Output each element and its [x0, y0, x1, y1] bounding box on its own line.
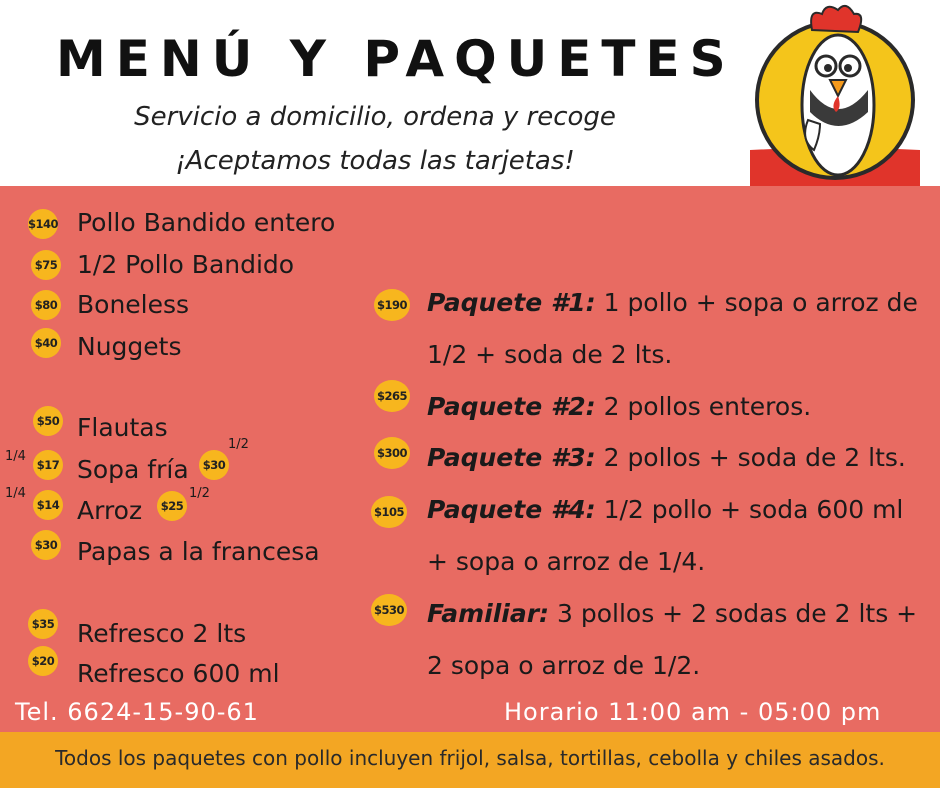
package-price-badge: $265 — [374, 380, 410, 412]
package-price-badge: $530 — [371, 594, 407, 626]
package-desc: 1/2 pollo + soda 600 ml — [595, 495, 904, 524]
package-4 — [427, 495, 903, 524]
package-1 — [427, 288, 918, 317]
footer-note: Todos los paquetes con pollo incluyen frijol, salsa, tortillas, cebolla y chiles asados. — [55, 746, 885, 770]
menu-item-label: Sopa fría — [77, 455, 189, 484]
subtitle-cards: ¡Aceptamos todas las tarjetas! — [175, 146, 575, 176]
rooster-logo-icon — [750, 0, 920, 186]
package-name: Paquete #2: — [427, 392, 596, 421]
subtitle-service: Servicio a domicilio, ordena y recoge — [134, 102, 616, 132]
package-familiar — [427, 599, 917, 628]
package-price-badge: $300 — [374, 437, 410, 469]
package-desc-cont: + sopa o arroz de 1/4. — [427, 547, 706, 576]
package-desc: 2 pollos + soda de 2 lts. — [595, 443, 906, 472]
size-label: 1/4 — [5, 486, 26, 501]
menu-item-label: Refresco 2 lts — [77, 619, 247, 648]
package-name: Paquete #1: — [427, 288, 596, 317]
menu-item-label: Pollo Bandido entero — [77, 208, 336, 237]
price-badge: $20 — [28, 646, 58, 676]
header — [0, 0, 940, 186]
package-desc-cont: 2 sopa o arroz de 1/2. — [427, 651, 701, 680]
menu-item-label: 1/2 Pollo Bandido — [77, 250, 295, 279]
price-badge: $140 — [28, 209, 58, 239]
package-desc: 2 pollos enteros. — [595, 392, 812, 421]
package-2 — [427, 392, 811, 421]
alt-price-badge: $30 — [199, 450, 229, 480]
menu-item-label: Refresco 600 ml — [77, 659, 280, 688]
price-badge: $30 — [31, 530, 61, 560]
package-name: Paquete #4: — [427, 495, 596, 524]
menu-item-label: Nuggets — [77, 332, 182, 361]
menu-item-label: Boneless — [77, 290, 190, 319]
menu-item-label: Flautas — [77, 413, 168, 442]
package-name: Paquete #3: — [427, 443, 596, 472]
phone-number[interactable]: Tel. 6624-15-90-61 — [15, 698, 259, 726]
price-badge: $80 — [31, 290, 61, 320]
package-desc: 3 pollos + 2 sodas de 2 lts + — [549, 599, 918, 628]
footer-banner — [0, 732, 940, 788]
alt-price-badge: $25 — [157, 491, 187, 521]
price-badge: $50 — [33, 406, 63, 436]
page-title: MENÚ Y PAQUETES — [56, 30, 736, 88]
package-desc: 1 pollo + sopa o arroz de — [595, 288, 918, 317]
menu-item-label: Arroz — [77, 496, 143, 525]
opening-hours: Horario 11:00 am - 05:00 pm — [504, 698, 882, 726]
price-badge: $75 — [31, 250, 61, 280]
package-3 — [427, 443, 906, 472]
package-price-badge: $105 — [371, 496, 407, 528]
alt-size-label: 1/2 — [228, 437, 249, 452]
package-name: Familiar: — [427, 599, 550, 628]
alt-size-label: 1/2 — [189, 486, 210, 501]
package-desc-cont: 1/2 + soda de 2 lts. — [427, 340, 673, 369]
size-label: 1/4 — [5, 449, 26, 464]
price-badge: $17 — [33, 450, 63, 480]
package-price-badge: $190 — [374, 289, 410, 321]
price-badge: $40 — [31, 328, 61, 358]
price-badge: $35 — [28, 609, 58, 639]
price-badge: $14 — [33, 490, 63, 520]
menu-item-label: Papas a la francesa — [77, 537, 320, 566]
